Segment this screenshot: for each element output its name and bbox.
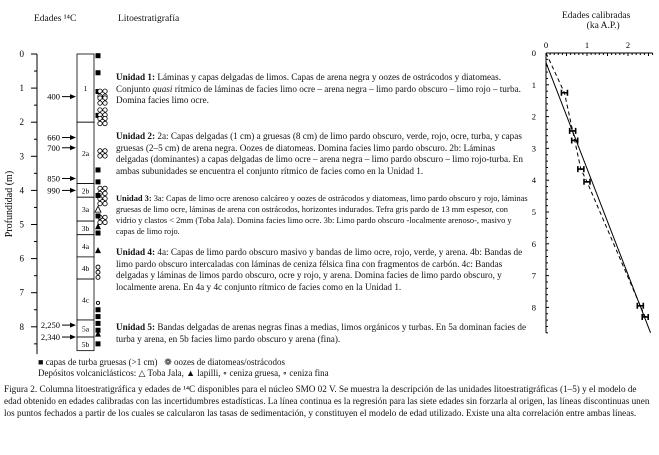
ooze-icon <box>103 191 107 195</box>
legend-ash-fine: ceniza fina <box>289 368 329 378</box>
unit-title: Unidad 5: <box>116 322 156 332</box>
ooze-icon <box>103 201 107 205</box>
peat-icon <box>96 179 101 184</box>
toba-jala-icon <box>95 206 101 212</box>
c14-age-label: 850 <box>47 173 60 184</box>
litho-header: Litoestratigrafía <box>118 14 180 24</box>
peat-icon <box>96 193 101 198</box>
unit-4-description <box>116 247 528 293</box>
depth-tick-label: 5 <box>19 219 24 230</box>
column-unit-label: 2b <box>81 186 90 196</box>
depth-tick-label: 1 <box>19 83 24 94</box>
c14-age-label: 660 <box>47 132 60 143</box>
legend-lapilli: lapilli, <box>197 368 221 378</box>
figure-caption: Figura 2. Columna litoestratigráfica y edades de ¹⁴C disponibles para el núcleo SMO 02 V. Se muestra la descripción de las unidades litoestratigráficas (1–5) y el modelo de edad obtenido en edades calibradas con las incertidumbres estadísticas. La línea continua es la regresión para las siete edades sin forzarla al origen, las líneas discontinuas unen los puntos fechados a partir de los cuales se calcularon las tasas de sedimentación, y constituyen el modelo de edad utilizado. Existe una alta correlación entre ambas líneas. <box>4 384 650 418</box>
peat-icon <box>96 70 101 75</box>
legend-toba: Toba Jala, <box>147 368 184 378</box>
ooze-icon <box>98 154 102 158</box>
x-tick-label: 0 <box>543 40 549 50</box>
legend-row-2 <box>38 368 329 379</box>
unit-text: 2a: Capas delgadas (1 cm) a gruesas (8 cm) de limo pardo obscuro, verde, rojo, ocre, turba, y capas gruesas (2–5 cm) de arena negra. Oozes de diatomeas. Domina facies limo pardo obscuro. 2b: Láminas delgadas (dominantes) a capas delgadas de limo ocre – arena negra – limo pardo obscuro – limo rojo-turba. En ambas subunidades se encuentra el conjunto rítmico de facies como en la Unidad 1. <box>116 131 523 176</box>
arrow-head-icon <box>70 135 76 140</box>
depth-tick-label: 7 <box>19 287 24 298</box>
arrow-head-icon <box>70 176 76 181</box>
y-tick-label: 3 <box>531 143 536 154</box>
column-unit-label: 2a <box>81 148 90 158</box>
ooze-icon <box>103 121 107 125</box>
column-unit-label: 5b <box>81 339 90 349</box>
data-point-errorbar <box>584 179 590 185</box>
c14-age-label: 990 <box>47 185 60 196</box>
ooze-icon <box>98 220 102 224</box>
ooze-icon <box>98 101 102 105</box>
unit-text: rítmico de láminas de facies limo ocre – arena negra – limo pardo obscuro – limo rojo – turba. Domina facies limo ocre. <box>116 83 521 106</box>
peat-icon <box>96 213 101 218</box>
column-unit-label: 1 <box>83 84 88 94</box>
unit-3-description <box>116 193 528 237</box>
peat-icon <box>96 167 101 172</box>
c14-age-label: 2,250 <box>40 320 60 331</box>
unit-text: 3a: Capas de limo ocre arenoso calcáreo y oozes de ostrácodos y diatomeas, limo pardo obscuro y rojo, láminas gruesas de limo ocre, láminas de arena con ostrácodos, horizontes indurados. Tefra gris pardo de 13 mm espesor, con vidrio y clastos < 2mm (Toba Jala). Domina facies limo ocre. 3b: Limo pardo obscuro -localmente arenoso-, masivo y capas de limo rojo. <box>116 194 528 236</box>
ooze-icon <box>103 101 107 105</box>
ash-fine-icon: ∘ <box>282 368 288 378</box>
y-tick-label: 1 <box>531 79 536 90</box>
c14-age-label: 2,340 <box>40 332 60 343</box>
y-tick-label: 7 <box>531 270 536 281</box>
peat-icon <box>96 314 101 319</box>
ash-fine-icon <box>96 301 99 304</box>
y-tick-label: 6 <box>531 238 536 249</box>
legend-row-1 <box>38 357 285 368</box>
c14-age-label: 400 <box>47 91 60 102</box>
ooze-icon <box>98 121 102 125</box>
calib-title <box>562 11 630 31</box>
peat-icon <box>96 321 101 326</box>
regression-line <box>546 63 651 333</box>
arrow-head-icon <box>70 145 76 150</box>
c14-age-label: 700 <box>47 142 60 153</box>
unit-title: Unidad 2: <box>116 131 156 141</box>
column-unit-label: 3b <box>81 223 90 233</box>
legend-ash: ceniza gruesa, <box>229 368 281 378</box>
ages-header: Edades ¹⁴C <box>34 14 77 24</box>
unit-text: Láminas y capas delgadas de limos. Capas de arena negra y oozes de ostrácodos y diatomeas. Conjunto <box>116 72 502 94</box>
unit-5-description <box>116 322 528 345</box>
unit-text: Bandas delgadas de arenas negras finas a medias, limos orgánicos y turbas. En 5a dominan facies de turba y arena, en 5b facies limo pardo obscuro y arena (fina). <box>116 322 527 344</box>
depth-tick-label: 0 <box>19 49 24 59</box>
unit-2-description <box>116 131 528 177</box>
unit-title: Unidad 3: <box>116 194 152 203</box>
unit-italic: quasi <box>152 83 173 94</box>
x-tick-label: 2 <box>625 40 631 50</box>
x-tick-label: 1 <box>584 40 590 50</box>
unit-title: Unidad 4: <box>116 247 156 257</box>
legend-ooze: oozes de diatomeas/ostrácodos <box>174 357 285 367</box>
y-tick-label: 8 <box>531 302 536 313</box>
peat-icon <box>96 307 101 312</box>
legend-peat: capas de turba gruesas (>1 cm) <box>45 357 158 367</box>
column-unit-label: 4b <box>81 263 90 273</box>
arrow-head-icon <box>70 94 76 99</box>
column-unit-label: 3a <box>81 205 90 215</box>
ash-icon <box>96 265 100 269</box>
peat-icon <box>96 231 101 236</box>
depth-tick-label: 8 <box>19 321 24 332</box>
ash-icon <box>96 270 100 274</box>
lapilli-icon <box>95 247 101 253</box>
data-point-errorbar <box>637 303 643 309</box>
unit-title: Unidad 1: <box>116 72 156 82</box>
column-unit-label: 5a <box>81 324 90 334</box>
depth-tick-label: 3 <box>19 151 24 162</box>
depth-tick-label: 2 <box>19 117 24 128</box>
calib-title-line1: Edades calibradas <box>562 11 631 21</box>
ash-icon <box>96 275 100 279</box>
peat-icon: ■ <box>38 357 44 367</box>
ooze-icon <box>103 154 107 158</box>
arrow-head-icon <box>70 323 76 328</box>
unit-1-description <box>116 72 528 107</box>
legend-volc-label: Depósitos volcaniclásticos: <box>38 368 137 378</box>
unit-text: 4a: Capas de limo pardo obscuro masivo y bandas de limo ocre, rojo, verde, y arena. 4b: Bandas de limo pardo obscuro intercaladas con láminas de ceniza félsica fina con fragmentos de carbón. 4c: Bandas delgadas y láminas de limos pardo obscuro, ocre y rojo, y arena. Domina facies de limo pardo obscuro, y localmente arena. En 4a y 4c conjunto rítmico de facies como en la Unidad 1. <box>116 247 523 292</box>
ooze-icon: ❁ <box>164 357 172 367</box>
toba-icon: △ <box>138 368 146 378</box>
column-unit-label: 4a <box>81 241 90 251</box>
peat-icon <box>96 341 101 346</box>
y-tick-label: 4 <box>531 175 536 186</box>
ooze-icon <box>103 220 107 224</box>
y-tick-label: 5 <box>531 207 536 217</box>
arrow-head-icon <box>70 335 76 340</box>
ash-icon: ∘ <box>222 368 228 378</box>
calib-title-line2: (ka A.P.) <box>586 21 620 31</box>
arrow-head-icon <box>70 188 76 193</box>
depth-axis-label: Profundidad (m) <box>4 170 15 238</box>
column-unit-label: 4c <box>81 295 90 305</box>
lapilli-icon: ▲ <box>186 368 196 378</box>
depth-tick-label: 6 <box>19 253 24 264</box>
y-tick-label: 2 <box>531 111 536 122</box>
peat-icon <box>96 53 101 58</box>
ooze-icon <box>98 201 102 205</box>
depth-tick-label: 4 <box>19 185 24 196</box>
y-tick-label: 0 <box>531 48 536 58</box>
